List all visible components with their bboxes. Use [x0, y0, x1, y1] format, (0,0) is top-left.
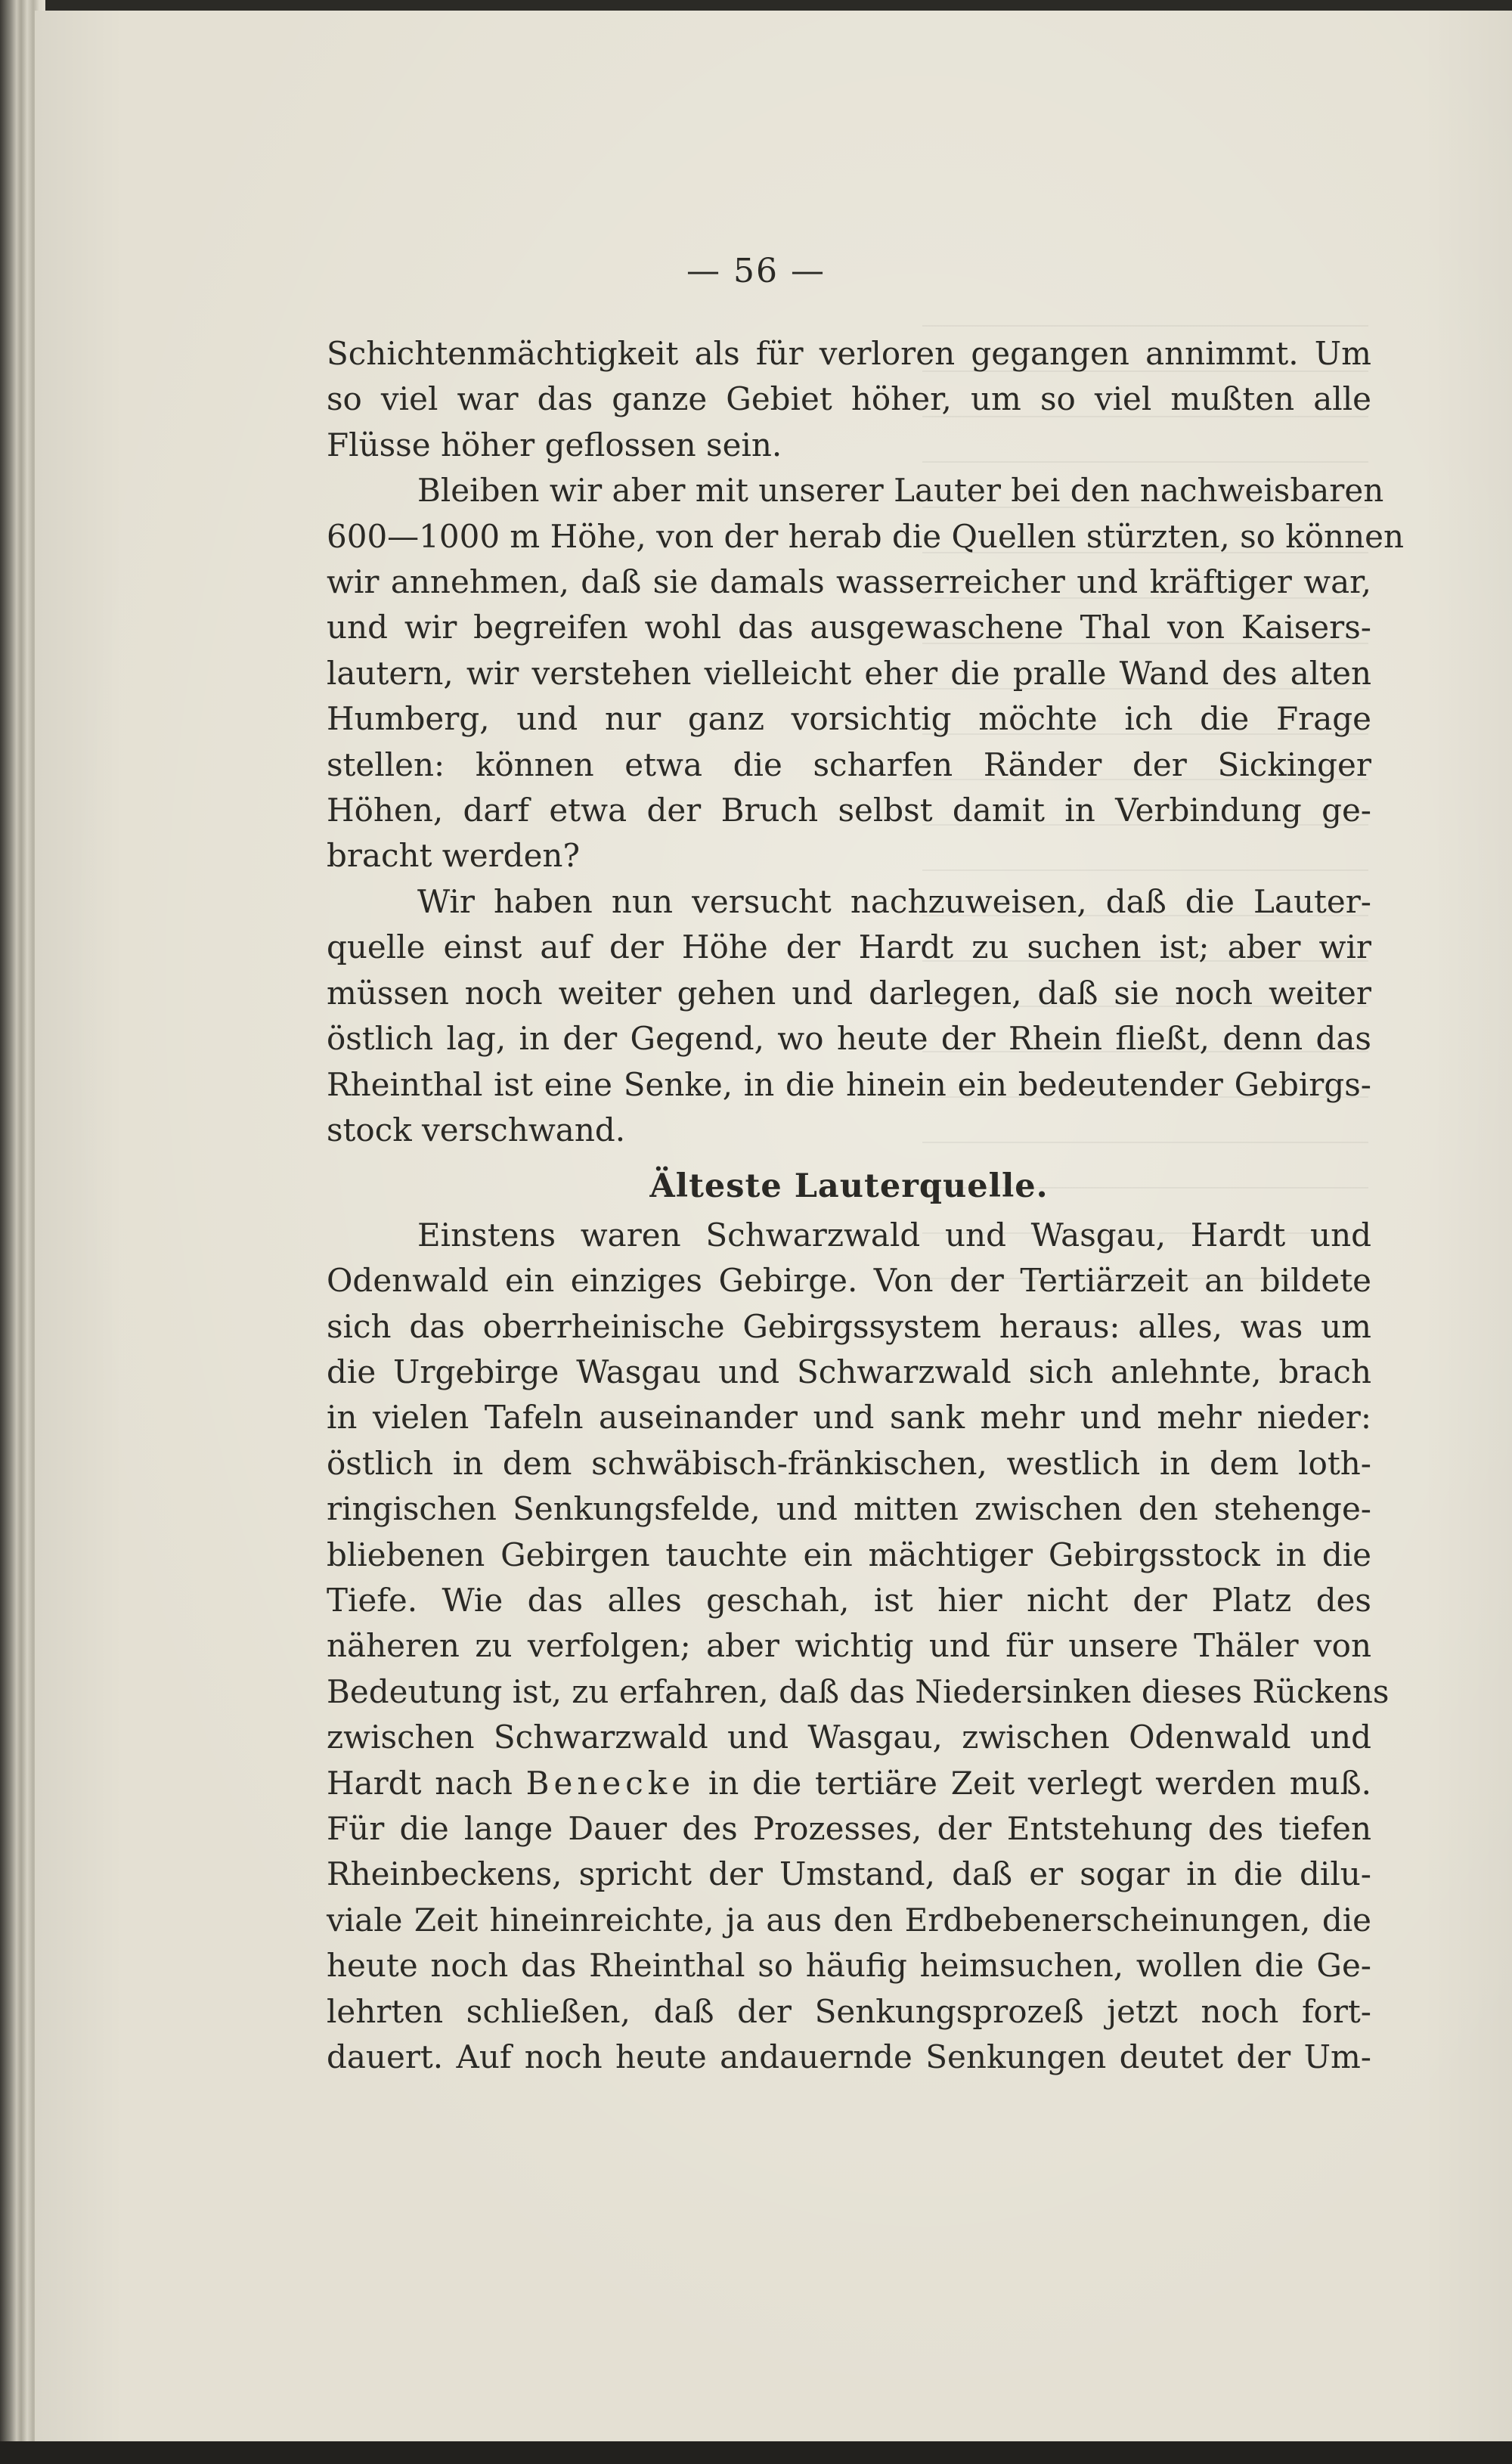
text-line: ringischen Senkungsfelde, und mitten zwischen den stehenge-: [327, 1490, 1371, 1528]
text-line: lehrten schließen, daß der Senkungsprozeß jetzt noch fort-: [327, 1992, 1371, 2030]
text-line: Schichtenmächtigkeit als für verloren gegangen annimmt. Um: [327, 335, 1371, 372]
paragraph-1: [327, 331, 1371, 468]
text-line: Rheinbeckens, spricht der Umstand, daß er sogar in die dilu-: [327, 1855, 1371, 1893]
text-line: Odenwald ein einziges Gebirge. Von der Tertiärzeit an bildete: [327, 1262, 1371, 1300]
text-line: Humberg, und nur ganz vorsichtig möchte ich die Frage: [327, 700, 1371, 738]
text-line: östlich lag, in der Gegend, wo heute der Rhein fließt, denn das: [327, 1020, 1371, 1058]
text-line: Bedeutung ist, zu erfahren, daß das Niedersinken dieses Rückens: [327, 1672, 1390, 1710]
text-line: Flüsse höher geflossen sein.: [327, 426, 782, 463]
text-line: stock verschwand.: [327, 1111, 626, 1148]
text-line: müssen noch weiter gehen und darlegen, daß sie noch weiter: [327, 974, 1371, 1012]
text-line: wir annehmen, daß sie damals wasserreicher und kräftiger war,: [327, 563, 1371, 601]
text-line: die Urgebirge Wasgau und Schwarzwald sich anlehnte, brach: [327, 1353, 1371, 1390]
text-line: Rheinthal ist eine Senke, in die hinein ein bedeutender Gebirgs-: [327, 1065, 1371, 1103]
text-line: quelle einst auf der Höhe der Hardt zu suchen ist; aber wir: [327, 928, 1371, 966]
text-line: heute noch das Rheinthal so häufig heimsuchen, wollen die Ge-: [327, 1947, 1371, 1985]
text-line: viale Zeit hineinreichte, ja aus den Erdbebenerscheinungen, die: [327, 1901, 1371, 1939]
text-line: zwischen Schwarzwald und Wasgau, zwischen Odenwald und: [327, 1719, 1371, 1756]
text-line: so viel war das ganze Gebiet höher, um so viel mußten alle: [327, 380, 1371, 418]
text-column: [327, 331, 1405, 2080]
author-name-benecke: Benecke: [525, 1764, 696, 1802]
page-number: — 56 —: [686, 252, 826, 290]
text-line: und wir begreifen wohl das ausgewaschene Thal von Kaisers-: [327, 609, 1371, 646]
text-line: näheren zu verfolgen; aber wichtig und für unsere Thäler von: [327, 1627, 1371, 1665]
text-line: stellen: können etwa die scharfen Ränder der Sickinger: [327, 745, 1371, 783]
benecke-before: Hardt nach: [327, 1764, 526, 1802]
text-line: sich das oberrheinische Gebirgssystem heraus: alles, was um: [327, 1307, 1371, 1345]
paragraph-2: [327, 468, 1405, 879]
section-heading: Älteste Lauterquelle.: [649, 1167, 1049, 1206]
text-line: östlich in dem schwäbisch-fränkischen, westlich in dem loth-: [327, 1444, 1371, 1482]
text-line: Einstens waren Schwarzwald und Wasgau, Hardt und: [417, 1216, 1371, 1254]
text-line-benecke: [327, 1761, 1371, 1806]
text-line: dauert. Auf noch heute andauernde Senkungen deutet der Um-: [327, 2038, 1371, 2076]
text-line: in vielen Tafeln auseinander und sank mehr und mehr nieder:: [327, 1399, 1371, 1437]
paragraph-4: [327, 1213, 1390, 2081]
text-line: 600—1000 m Höhe, von der herab die Quellen stürzten, so können: [327, 517, 1405, 555]
scan-bottom-edge: [0, 2441, 1512, 2464]
text-line: Tiefe. Wie das alles geschah, ist hier nicht der Platz des: [327, 1581, 1371, 1619]
text-line: Höhen, darf etwa der Bruch selbst damit in Verbindung ge-: [327, 792, 1371, 829]
text-line: bliebenen Gebirgen tauchte ein mächtiger Gebirgsstock in die: [327, 1536, 1371, 1573]
text-line: Wir haben nun versucht nachzuweisen, daß die Lauter-: [417, 882, 1371, 920]
paragraph-3: [327, 879, 1371, 1153]
text-line: bracht werden?: [327, 837, 580, 875]
text-line: Für die lange Dauer des Prozesses, der Entstehung des tiefen: [327, 1810, 1371, 1847]
text-line: lautern, wir verstehen vielleicht eher die pralle Wand des alten: [327, 654, 1371, 692]
text-line: Bleiben wir aber mit unserer Lauter bei den nachweisbaren: [417, 472, 1384, 510]
benecke-after: in die tertiäre Zeit verlegt werden muß.: [695, 1764, 1371, 1802]
